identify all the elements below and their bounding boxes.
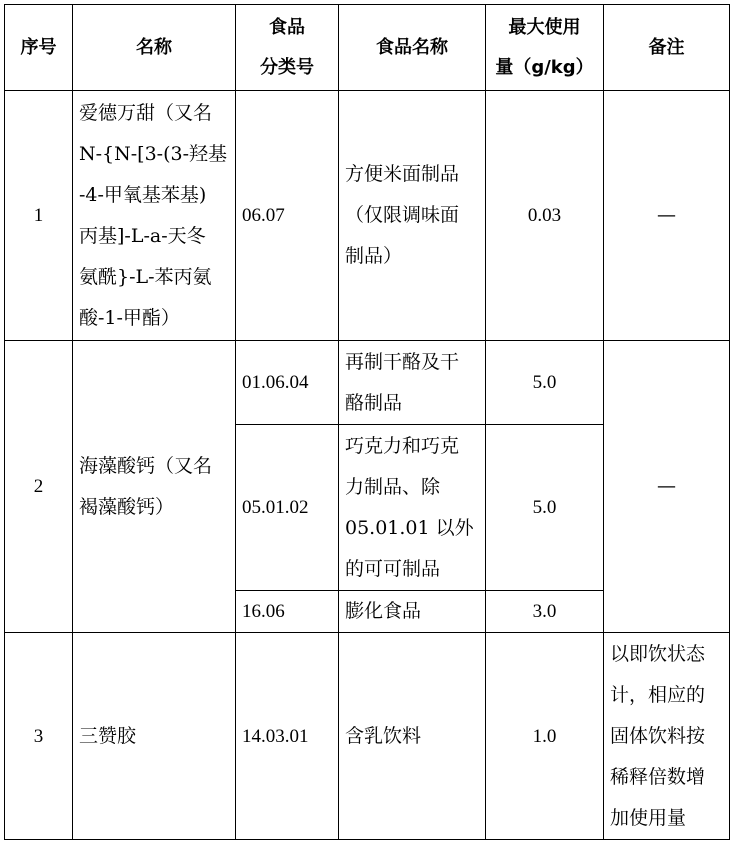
row-category-no: 06.07	[236, 91, 339, 341]
row-food-name: 再制干酪及干 酪制品	[339, 341, 486, 425]
row-max-use: 0.03	[486, 91, 604, 341]
row-max-use: 3.0	[486, 591, 604, 633]
row-category-no: 01.06.04	[236, 341, 339, 425]
header-name: 名称	[73, 5, 236, 91]
row-seq: 2	[5, 341, 73, 633]
row-max-use: 5.0	[486, 341, 604, 425]
row-name: 海藻酸钙（又名 褐藻酸钙）	[73, 341, 236, 633]
header-food-name: 食品名称	[339, 5, 486, 91]
table-header-row	[5, 5, 730, 91]
header-category-no: 食品 分类号	[236, 5, 339, 91]
row-max-use: 1.0	[486, 633, 604, 840]
row-remark: 以即饮状态 计，相应的 固体饮料按 稀释倍数增 加使用量	[604, 633, 730, 840]
row-name: 爱德万甜（又名 N-{N-[3-(3-羟基 -4-甲氧基苯基) 丙基]-L-a-天冬 氨酰}-L-苯丙氨 酸-1-甲酯）	[73, 91, 236, 341]
table-row	[5, 633, 730, 840]
header-seq: 序号	[5, 5, 73, 91]
row-remark: —	[604, 91, 730, 341]
row-food-name: 含乳饮料	[339, 633, 486, 840]
row-food-name: 膨化食品	[339, 591, 486, 633]
row-food-name: 方便米面制品 （仅限调味面 制品）	[339, 91, 486, 341]
row-seq: 1	[5, 91, 73, 341]
table-row	[5, 341, 730, 425]
row-remark: —	[604, 341, 730, 633]
row-category-no: 14.03.01	[236, 633, 339, 840]
row-food-name: 巧克力和巧克 力制品、除 05.01.01 以外 的可可制品	[339, 425, 486, 591]
header-max-use: 最大使用 量（g/kg）	[486, 5, 604, 91]
row-category-no: 05.01.02	[236, 425, 339, 591]
row-max-use: 5.0	[486, 425, 604, 591]
additive-table	[4, 4, 730, 840]
row-name: 三赞胶	[73, 633, 236, 840]
table-row	[5, 91, 730, 341]
header-remark: 备注	[604, 5, 730, 91]
row-category-no: 16.06	[236, 591, 339, 633]
row-seq: 3	[5, 633, 73, 840]
